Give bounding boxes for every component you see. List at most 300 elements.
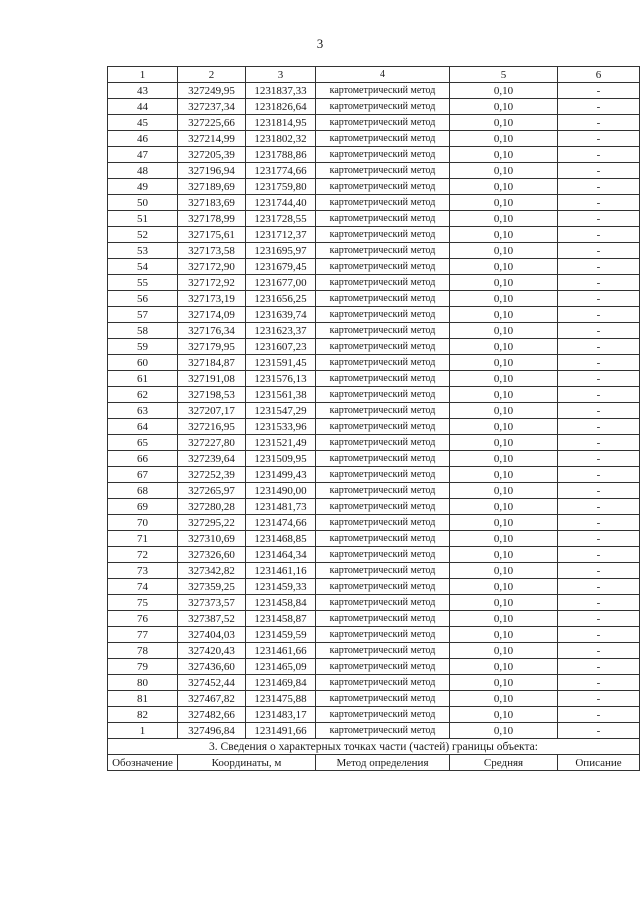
method-cell: картометрический метод xyxy=(316,675,450,691)
point-number-cell: 60 xyxy=(108,355,178,371)
accuracy-cell: 0,10 xyxy=(450,515,558,531)
point-number-cell: 62 xyxy=(108,387,178,403)
column-number: 5 xyxy=(450,67,558,83)
accuracy-cell: 0,10 xyxy=(450,483,558,499)
point-number-cell: 55 xyxy=(108,275,178,291)
table-row xyxy=(108,403,640,419)
point-number-cell: 54 xyxy=(108,259,178,275)
coord-y-cell: 1231712,37 xyxy=(246,227,316,243)
table-row xyxy=(108,419,640,435)
table-row xyxy=(108,483,640,499)
column-number-row xyxy=(108,67,640,83)
method-cell: картометрический метод xyxy=(316,499,450,515)
point-number-cell: 67 xyxy=(108,467,178,483)
accuracy-cell: 0,10 xyxy=(450,611,558,627)
coord-y-cell: 1231774,66 xyxy=(246,163,316,179)
accuracy-cell: 0,10 xyxy=(450,627,558,643)
coord-x-cell: 327179,95 xyxy=(178,339,246,355)
description-cell: - xyxy=(558,307,640,323)
method-cell: картометрический метод xyxy=(316,243,450,259)
coord-y-cell: 1231533,96 xyxy=(246,419,316,435)
description-cell: - xyxy=(558,323,640,339)
accuracy-cell: 0,10 xyxy=(450,99,558,115)
table-row xyxy=(108,467,640,483)
table-row xyxy=(108,707,640,723)
description-cell: - xyxy=(558,643,640,659)
coord-y-cell: 1231509,95 xyxy=(246,451,316,467)
coord-x-cell: 327436,60 xyxy=(178,659,246,675)
method-cell: картометрический метод xyxy=(316,371,450,387)
coord-x-cell: 327310,69 xyxy=(178,531,246,547)
description-cell: - xyxy=(558,403,640,419)
table-row xyxy=(108,115,640,131)
accuracy-cell: 0,10 xyxy=(450,355,558,371)
point-number-cell: 79 xyxy=(108,659,178,675)
table-row xyxy=(108,723,640,739)
table-row xyxy=(108,371,640,387)
coord-y-cell: 1231695,97 xyxy=(246,243,316,259)
accuracy-cell: 0,10 xyxy=(450,595,558,611)
method-cell: картометрический метод xyxy=(316,115,450,131)
accuracy-cell: 0,10 xyxy=(450,419,558,435)
coord-x-cell: 327172,92 xyxy=(178,275,246,291)
description-cell: - xyxy=(558,115,640,131)
method-cell: картометрический метод xyxy=(316,83,450,99)
point-number-cell: 80 xyxy=(108,675,178,691)
accuracy-cell: 0,10 xyxy=(450,163,558,179)
coord-y-cell: 1231469,84 xyxy=(246,675,316,691)
point-number-cell: 65 xyxy=(108,435,178,451)
table-row xyxy=(108,579,640,595)
coord-x-cell: 327420,43 xyxy=(178,643,246,659)
accuracy-cell: 0,10 xyxy=(450,499,558,515)
method-cell: картометрический метод xyxy=(316,643,450,659)
coord-y-cell: 1231499,43 xyxy=(246,467,316,483)
accuracy-cell: 0,10 xyxy=(450,291,558,307)
coord-y-cell: 1231464,34 xyxy=(246,547,316,563)
boundary-points-table xyxy=(107,66,640,771)
description-cell: - xyxy=(558,675,640,691)
header-coordinates: Координаты, м xyxy=(178,755,316,771)
coord-y-cell: 1231826,64 xyxy=(246,99,316,115)
coord-x-cell: 327359,25 xyxy=(178,579,246,595)
description-cell: - xyxy=(558,339,640,355)
coord-y-cell: 1231623,37 xyxy=(246,323,316,339)
coord-x-cell: 327173,19 xyxy=(178,291,246,307)
column-number: 2 xyxy=(178,67,246,83)
coord-y-cell: 1231744,40 xyxy=(246,195,316,211)
method-cell: картометрический метод xyxy=(316,211,450,227)
point-number-cell: 56 xyxy=(108,291,178,307)
coord-x-cell: 327326,60 xyxy=(178,547,246,563)
table-row xyxy=(108,499,640,515)
table-row xyxy=(108,83,640,99)
description-cell: - xyxy=(558,243,640,259)
point-number-cell: 76 xyxy=(108,611,178,627)
description-cell: - xyxy=(558,131,640,147)
accuracy-cell: 0,10 xyxy=(450,147,558,163)
table-row xyxy=(108,611,640,627)
point-number-cell: 66 xyxy=(108,451,178,467)
table-row xyxy=(108,227,640,243)
coord-y-cell: 1231547,29 xyxy=(246,403,316,419)
point-number-cell: 58 xyxy=(108,323,178,339)
description-cell: - xyxy=(558,483,640,499)
method-cell: картометрический метод xyxy=(316,307,450,323)
accuracy-cell: 0,10 xyxy=(450,323,558,339)
description-cell: - xyxy=(558,179,640,195)
coord-x-cell: 327227,80 xyxy=(178,435,246,451)
accuracy-cell: 0,10 xyxy=(450,195,558,211)
table-row xyxy=(108,355,640,371)
description-cell: - xyxy=(558,147,640,163)
description-cell: - xyxy=(558,627,640,643)
table-row xyxy=(108,291,640,307)
table-row xyxy=(108,243,640,259)
coord-x-cell: 327176,34 xyxy=(178,323,246,339)
point-number-cell: 44 xyxy=(108,99,178,115)
description-cell: - xyxy=(558,563,640,579)
description-cell: - xyxy=(558,419,640,435)
table-row xyxy=(108,627,640,643)
coord-x-cell: 327239,64 xyxy=(178,451,246,467)
coord-x-cell: 327280,28 xyxy=(178,499,246,515)
table-row xyxy=(108,179,640,195)
description-cell: - xyxy=(558,227,640,243)
page-number: 3 xyxy=(316,36,324,51)
coord-y-cell: 1231465,09 xyxy=(246,659,316,675)
description-cell: - xyxy=(558,691,640,707)
method-cell: картометрический метод xyxy=(316,99,450,115)
accuracy-cell: 0,10 xyxy=(450,723,558,739)
point-number-cell: 52 xyxy=(108,227,178,243)
coord-x-cell: 327237,34 xyxy=(178,99,246,115)
table-row xyxy=(108,531,640,547)
description-cell: - xyxy=(558,435,640,451)
column-number: 6 xyxy=(558,67,640,83)
description-cell: - xyxy=(558,83,640,99)
coord-x-cell: 327172,90 xyxy=(178,259,246,275)
coord-x-cell: 327295,22 xyxy=(178,515,246,531)
coord-x-cell: 327174,09 xyxy=(178,307,246,323)
header-method: Метод определения xyxy=(316,755,450,771)
point-number-cell: 47 xyxy=(108,147,178,163)
point-number-cell: 81 xyxy=(108,691,178,707)
description-cell: - xyxy=(558,707,640,723)
accuracy-cell: 0,10 xyxy=(450,579,558,595)
point-number-cell: 61 xyxy=(108,371,178,387)
table-row xyxy=(108,675,640,691)
description-cell: - xyxy=(558,163,640,179)
table-row xyxy=(108,595,640,611)
accuracy-cell: 0,10 xyxy=(450,563,558,579)
description-cell: - xyxy=(558,275,640,291)
coord-y-cell: 1231461,16 xyxy=(246,563,316,579)
column-number: 1 xyxy=(108,67,178,83)
table-row xyxy=(108,515,640,531)
coord-y-cell: 1231656,25 xyxy=(246,291,316,307)
coord-x-cell: 327404,03 xyxy=(178,627,246,643)
accuracy-cell: 0,10 xyxy=(450,211,558,227)
method-cell: картометрический метод xyxy=(316,531,450,547)
accuracy-cell: 0,10 xyxy=(450,339,558,355)
coord-y-cell: 1231607,23 xyxy=(246,339,316,355)
method-cell: картометрический метод xyxy=(316,259,450,275)
method-cell: картометрический метод xyxy=(316,227,450,243)
point-number-cell: 69 xyxy=(108,499,178,515)
method-cell: картометрический метод xyxy=(316,659,450,675)
coord-x-cell: 327225,66 xyxy=(178,115,246,131)
point-number-cell: 53 xyxy=(108,243,178,259)
coord-x-cell: 327342,82 xyxy=(178,563,246,579)
point-number-cell: 48 xyxy=(108,163,178,179)
description-cell: - xyxy=(558,467,640,483)
description-cell: - xyxy=(558,99,640,115)
table-row xyxy=(108,451,640,467)
method-cell: картометрический метод xyxy=(316,723,450,739)
method-cell: картометрический метод xyxy=(316,467,450,483)
point-number-cell: 73 xyxy=(108,563,178,579)
coord-y-cell: 1231679,45 xyxy=(246,259,316,275)
table-row xyxy=(108,691,640,707)
description-cell: - xyxy=(558,451,640,467)
table-row xyxy=(108,131,640,147)
description-cell: - xyxy=(558,499,640,515)
description-cell: - xyxy=(558,211,640,227)
point-number-cell: 45 xyxy=(108,115,178,131)
method-cell: картометрический метод xyxy=(316,387,450,403)
table-row xyxy=(108,659,640,675)
accuracy-cell: 0,10 xyxy=(450,707,558,723)
method-cell: картометрический метод xyxy=(316,195,450,211)
section-3-header-row xyxy=(108,755,640,771)
method-cell: картометрический метод xyxy=(316,355,450,371)
point-number-cell: 50 xyxy=(108,195,178,211)
header-description: Описание xyxy=(558,755,640,771)
point-number-cell: 68 xyxy=(108,483,178,499)
coord-x-cell: 327216,95 xyxy=(178,419,246,435)
point-number-cell: 59 xyxy=(108,339,178,355)
accuracy-cell: 0,10 xyxy=(450,115,558,131)
accuracy-cell: 0,10 xyxy=(450,675,558,691)
description-cell: - xyxy=(558,355,640,371)
coord-y-cell: 1231491,66 xyxy=(246,723,316,739)
coord-y-cell: 1231459,59 xyxy=(246,627,316,643)
coord-x-cell: 327178,99 xyxy=(178,211,246,227)
coord-x-cell: 327191,08 xyxy=(178,371,246,387)
coord-y-cell: 1231639,74 xyxy=(246,307,316,323)
coord-x-cell: 327173,58 xyxy=(178,243,246,259)
description-cell: - xyxy=(558,547,640,563)
table-row xyxy=(108,435,640,451)
point-number-cell: 64 xyxy=(108,419,178,435)
table-body xyxy=(108,83,640,739)
accuracy-cell: 0,10 xyxy=(450,227,558,243)
coord-x-cell: 327205,39 xyxy=(178,147,246,163)
method-cell: картометрический метод xyxy=(316,147,450,163)
coord-x-cell: 327207,17 xyxy=(178,403,246,419)
coord-x-cell: 327467,82 xyxy=(178,691,246,707)
coord-y-cell: 1231814,95 xyxy=(246,115,316,131)
coord-x-cell: 327189,69 xyxy=(178,179,246,195)
point-number-cell: 82 xyxy=(108,707,178,723)
method-cell: картометрический метод xyxy=(316,323,450,339)
description-cell: - xyxy=(558,259,640,275)
table-row xyxy=(108,163,640,179)
point-number-cell: 46 xyxy=(108,131,178,147)
accuracy-cell: 0,10 xyxy=(450,547,558,563)
method-cell: картометрический метод xyxy=(316,419,450,435)
coord-y-cell: 1231458,84 xyxy=(246,595,316,611)
coord-y-cell: 1231561,38 xyxy=(246,387,316,403)
header-designation: Обозначение xyxy=(108,755,178,771)
accuracy-cell: 0,10 xyxy=(450,451,558,467)
coord-y-cell: 1231458,87 xyxy=(246,611,316,627)
coord-y-cell: 1231576,13 xyxy=(246,371,316,387)
table-row xyxy=(108,563,640,579)
coord-y-cell: 1231461,66 xyxy=(246,643,316,659)
accuracy-cell: 0,10 xyxy=(450,643,558,659)
coord-x-cell: 327249,95 xyxy=(178,83,246,99)
point-number-cell: 1 xyxy=(108,723,178,739)
accuracy-cell: 0,10 xyxy=(450,243,558,259)
method-cell: картометрический метод xyxy=(316,131,450,147)
accuracy-cell: 0,10 xyxy=(450,131,558,147)
method-cell: картометрический метод xyxy=(316,339,450,355)
description-cell: - xyxy=(558,531,640,547)
method-cell: картометрический метод xyxy=(316,515,450,531)
section-3-title: 3. Сведения о характерных точках части (частей) границы объекта: xyxy=(108,739,640,755)
accuracy-cell: 0,10 xyxy=(450,259,558,275)
coord-y-cell: 1231521,49 xyxy=(246,435,316,451)
method-cell: картометрический метод xyxy=(316,291,450,307)
coord-y-cell: 1231728,55 xyxy=(246,211,316,227)
point-number-cell: 75 xyxy=(108,595,178,611)
table-row xyxy=(108,195,640,211)
coord-x-cell: 327265,97 xyxy=(178,483,246,499)
coord-y-cell: 1231483,17 xyxy=(246,707,316,723)
table-row xyxy=(108,339,640,355)
method-cell: картометрический метод xyxy=(316,163,450,179)
table-row xyxy=(108,99,640,115)
point-number-cell: 72 xyxy=(108,547,178,563)
coord-y-cell: 1231459,33 xyxy=(246,579,316,595)
method-cell: картометрический метод xyxy=(316,595,450,611)
accuracy-cell: 0,10 xyxy=(450,307,558,323)
method-cell: картометрический метод xyxy=(316,627,450,643)
point-number-cell: 78 xyxy=(108,643,178,659)
coord-y-cell: 1231759,80 xyxy=(246,179,316,195)
method-cell: картометрический метод xyxy=(316,179,450,195)
coord-x-cell: 327214,99 xyxy=(178,131,246,147)
column-number: 4 xyxy=(316,67,450,83)
method-cell: картометрический метод xyxy=(316,435,450,451)
coord-y-cell: 1231468,85 xyxy=(246,531,316,547)
coord-x-cell: 327452,44 xyxy=(178,675,246,691)
point-number-cell: 77 xyxy=(108,627,178,643)
coord-y-cell: 1231591,45 xyxy=(246,355,316,371)
coord-x-cell: 327196,94 xyxy=(178,163,246,179)
description-cell: - xyxy=(558,579,640,595)
point-number-cell: 49 xyxy=(108,179,178,195)
accuracy-cell: 0,10 xyxy=(450,371,558,387)
table-row xyxy=(108,211,640,227)
coord-x-cell: 327373,57 xyxy=(178,595,246,611)
point-number-cell: 71 xyxy=(108,531,178,547)
coord-x-cell: 327496,84 xyxy=(178,723,246,739)
coord-y-cell: 1231677,00 xyxy=(246,275,316,291)
point-number-cell: 63 xyxy=(108,403,178,419)
coord-y-cell: 1231474,66 xyxy=(246,515,316,531)
coord-y-cell: 1231490,00 xyxy=(246,483,316,499)
description-cell: - xyxy=(558,611,640,627)
accuracy-cell: 0,10 xyxy=(450,531,558,547)
point-number-cell: 57 xyxy=(108,307,178,323)
table-row xyxy=(108,547,640,563)
table-row xyxy=(108,259,640,275)
coord-y-cell: 1231837,33 xyxy=(246,83,316,99)
method-cell: картометрический метод xyxy=(316,547,450,563)
description-cell: - xyxy=(558,371,640,387)
point-number-cell: 74 xyxy=(108,579,178,595)
accuracy-cell: 0,10 xyxy=(450,275,558,291)
coord-x-cell: 327252,39 xyxy=(178,467,246,483)
description-cell: - xyxy=(558,195,640,211)
method-cell: картометрический метод xyxy=(316,691,450,707)
method-cell: картометрический метод xyxy=(316,275,450,291)
table-row xyxy=(108,643,640,659)
method-cell: картометрический метод xyxy=(316,563,450,579)
coord-x-cell: 327183,69 xyxy=(178,195,246,211)
accuracy-cell: 0,10 xyxy=(450,467,558,483)
description-cell: - xyxy=(558,515,640,531)
point-number-cell: 70 xyxy=(108,515,178,531)
coord-y-cell: 1231475,88 xyxy=(246,691,316,707)
coord-y-cell: 1231802,32 xyxy=(246,131,316,147)
accuracy-cell: 0,10 xyxy=(450,179,558,195)
coord-y-cell: 1231481,73 xyxy=(246,499,316,515)
description-cell: - xyxy=(558,291,640,307)
method-cell: картометрический метод xyxy=(316,451,450,467)
table-row xyxy=(108,275,640,291)
method-cell: картометрический метод xyxy=(316,707,450,723)
description-cell: - xyxy=(558,387,640,403)
description-cell: - xyxy=(558,659,640,675)
description-cell: - xyxy=(558,595,640,611)
coord-x-cell: 327387,52 xyxy=(178,611,246,627)
column-number: 3 xyxy=(246,67,316,83)
coord-x-cell: 327482,66 xyxy=(178,707,246,723)
method-cell: картометрический метод xyxy=(316,483,450,499)
section-title-row xyxy=(108,739,640,755)
accuracy-cell: 0,10 xyxy=(450,659,558,675)
point-number-cell: 51 xyxy=(108,211,178,227)
coord-x-cell: 327175,61 xyxy=(178,227,246,243)
accuracy-cell: 0,10 xyxy=(450,387,558,403)
table-row xyxy=(108,307,640,323)
method-cell: картометрический метод xyxy=(316,611,450,627)
table-row xyxy=(108,323,640,339)
coord-x-cell: 327198,53 xyxy=(178,387,246,403)
method-cell: картометрический метод xyxy=(316,579,450,595)
table-row xyxy=(108,387,640,403)
description-cell: - xyxy=(558,723,640,739)
point-number-cell: 43 xyxy=(108,83,178,99)
header-mean: Средняя xyxy=(450,755,558,771)
accuracy-cell: 0,10 xyxy=(450,691,558,707)
table-row xyxy=(108,147,640,163)
coord-y-cell: 1231788,86 xyxy=(246,147,316,163)
